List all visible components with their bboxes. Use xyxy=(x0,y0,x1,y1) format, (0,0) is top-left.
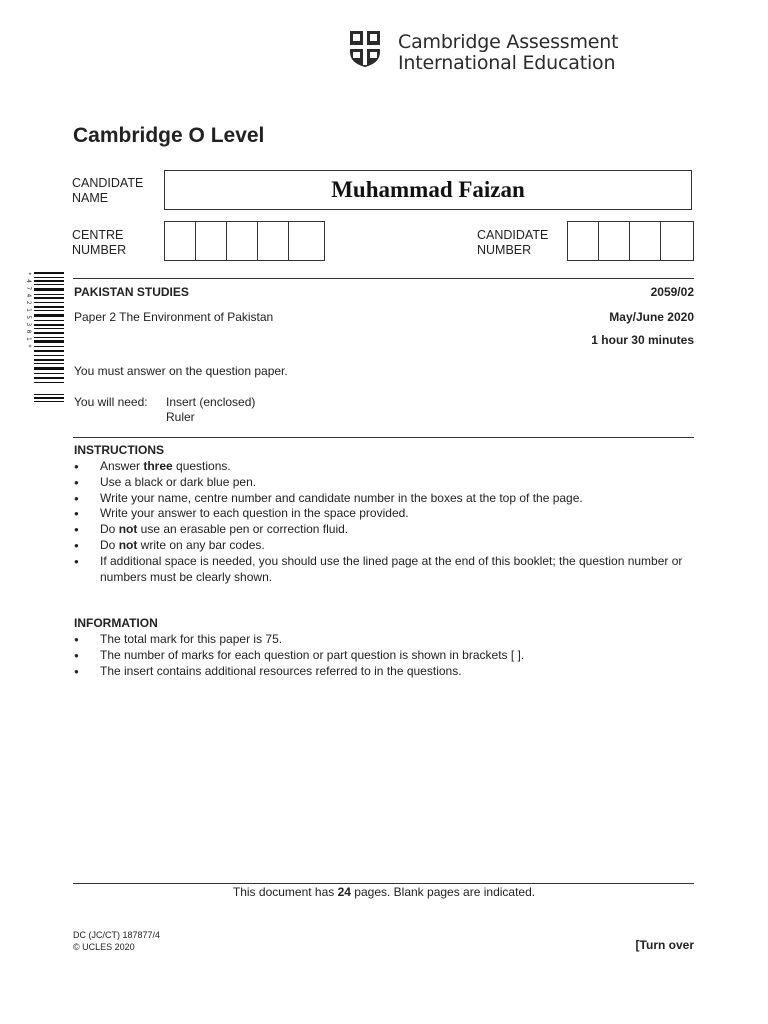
page-count-note: This document has 24 pages. Blank pages are indicated. xyxy=(232,885,536,899)
candidate-number-label-line2: NUMBER xyxy=(477,243,532,257)
organisation-logo-text xyxy=(398,32,618,74)
list-item: ● Write your name, centre number and candidate number in the boxes at the top of the page. xyxy=(74,491,684,507)
candidate-digit-box[interactable] xyxy=(630,222,661,260)
information-list xyxy=(74,632,684,679)
paper-title: Paper 2 The Environment of Pakistan xyxy=(74,310,274,324)
paper-code: 2059/02 xyxy=(650,285,694,299)
need-item: Ruler xyxy=(166,410,195,424)
divider xyxy=(73,437,694,438)
copyright-notice: © UCLES 2020 xyxy=(73,942,135,952)
list-item: ● If additional space is needed, you should use the lined page at the end of this booklet; the question number or numbers must be clearly shown. xyxy=(74,554,684,586)
need-item: Insert (enclosed) xyxy=(166,395,256,409)
exam-session: May/June 2020 xyxy=(609,310,694,324)
centre-number-label xyxy=(72,228,126,258)
org-line-1: Cambridge Assessment xyxy=(398,31,619,53)
subject-name: PAKISTAN STUDIES xyxy=(74,285,189,299)
need-label: You will need: xyxy=(74,395,148,409)
divider xyxy=(73,278,694,279)
list-item: ● The insert contains additional resources referred to in the questions. xyxy=(74,664,684,680)
candidate-number-label-line1: CANDIDATE xyxy=(477,228,549,242)
list-item: ● Do not use an erasable pen or correction fluid. xyxy=(74,522,684,538)
candidate-name-label-line2: NAME xyxy=(72,191,109,205)
candidate-number-label xyxy=(477,228,548,258)
centre-digit-box[interactable] xyxy=(289,222,320,260)
list-item: ● Do not write on any bar codes. xyxy=(74,538,684,554)
document-reference xyxy=(73,929,160,953)
instructions-heading: INSTRUCTIONS xyxy=(74,443,164,457)
answer-note: You must answer on the question paper. xyxy=(74,364,288,378)
turn-over-note: [Turn over xyxy=(635,938,694,952)
qualification-title: Cambridge O Level xyxy=(73,124,265,147)
org-line-2: International Education xyxy=(398,52,616,74)
instructions-list xyxy=(74,459,684,585)
candidate-digit-box[interactable] xyxy=(661,222,692,260)
information-heading: INFORMATION xyxy=(74,616,158,630)
centre-digit-box[interactable] xyxy=(227,222,258,260)
candidate-name-value: Muhammad Faizan xyxy=(331,177,525,202)
list-item: ● Write your answer to each question in the space provided. xyxy=(74,506,684,522)
list-item: ● The number of marks for each question or part question is shown in brackets [ ]. xyxy=(74,648,684,664)
centre-number-field[interactable] xyxy=(164,221,325,261)
centre-number-label-line1: CENTRE xyxy=(72,228,124,242)
need-list xyxy=(166,395,255,425)
centre-number-label-line2: NUMBER xyxy=(72,243,127,257)
candidate-name-field[interactable] xyxy=(164,170,692,210)
list-item: ● Use a black or dark blue pen. xyxy=(74,475,684,491)
list-item: ● The total mark for this paper is 75. xyxy=(74,632,684,648)
exam-duration: 1 hour 30 minutes xyxy=(591,333,694,347)
reference-code: DC (JC/CT) 187877/4 xyxy=(73,930,161,940)
list-item: ● Answer three questions. xyxy=(74,459,684,475)
university-crest-icon xyxy=(349,30,381,68)
centre-digit-box[interactable] xyxy=(196,222,227,260)
footer-divider xyxy=(73,883,694,884)
barcode-number: * 4 7 4 2 1 5 3 0 1 * xyxy=(25,272,32,348)
candidate-number-field[interactable] xyxy=(567,221,694,261)
barcode-icon xyxy=(34,272,64,404)
candidate-digit-box[interactable] xyxy=(568,222,599,260)
centre-digit-box[interactable] xyxy=(165,222,196,260)
candidate-digit-box[interactable] xyxy=(599,222,630,260)
candidate-name-label xyxy=(72,176,143,206)
candidate-name-label-line1: CANDIDATE xyxy=(72,176,144,190)
centre-digit-box[interactable] xyxy=(258,222,289,260)
